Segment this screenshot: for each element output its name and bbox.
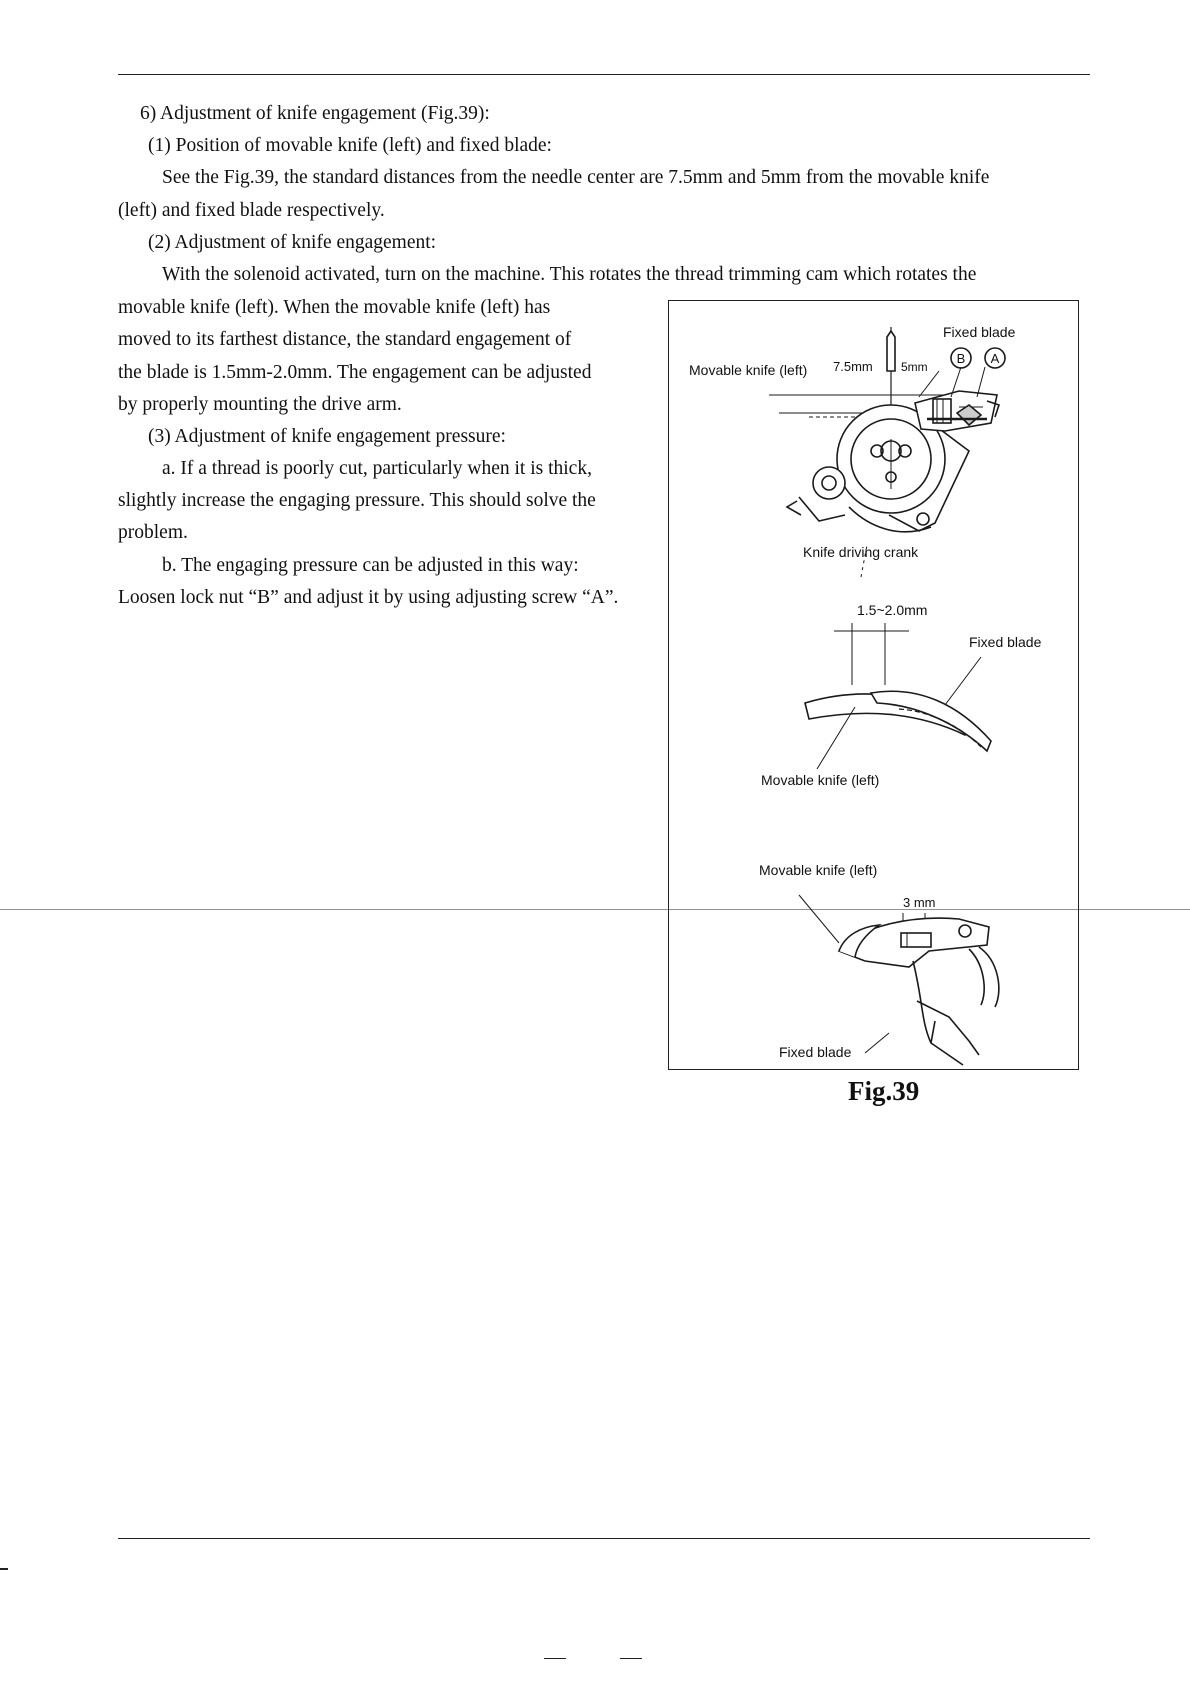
sub1-title: (1) Position of movable knife (left) and fixed blade:: [148, 135, 552, 156]
sub3-title: (3) Adjustment of knife engagement pressure:: [148, 426, 506, 447]
sub2-line-4: the blade is 1.5mm-2.0mm. The engagement can be adjusted: [118, 362, 592, 383]
middle-fixed-blade-label: Fixed blade: [969, 634, 1042, 650]
sub3-line-2: slightly increase the engaging pressure. This should solve the: [118, 490, 596, 511]
dim-7-5mm-label: 7.5mm: [833, 359, 873, 374]
footer-dash-right: [620, 1658, 642, 1659]
sub3-line-4: b. The engaging pressure can be adjusted in this way:: [162, 555, 579, 576]
dim-3mm-label: 3 mm: [903, 895, 936, 910]
sub2-line-2: movable knife (left). When the movable knife (left) has: [118, 297, 551, 318]
sub2-line-5: by properly mounting the drive arm.: [118, 394, 402, 415]
middle-engagement-detail: [805, 623, 991, 769]
sub2-title: (2) Adjustment of knife engagement:: [148, 232, 437, 253]
figure-39-box: [668, 300, 1079, 1070]
knife-driving-crank-label: Knife driving crank: [803, 544, 919, 560]
sub2-line-1: With the solenoid activated, turn on the machine. This rotates the thread trimming cam which rotates the: [162, 264, 977, 285]
bottom-fixed-blade-label: Fixed blade: [779, 1044, 852, 1060]
top-movable-knife-label: Movable knife (left): [689, 362, 808, 378]
dim-1-5-2-0mm-label: 1.5~2.0mm: [857, 602, 928, 618]
sub3-line-1: a. If a thread is poorly cut, particularly when it is thick,: [162, 458, 592, 479]
figure-caption: Fig.39: [848, 1076, 920, 1106]
dim-5mm-label: 5mm: [901, 360, 928, 374]
sub1-line-1: See the Fig.39, the standard distances from the needle center are 7.5mm and 5mm from the movable knife: [162, 167, 990, 188]
figure-39-drawing: [669, 301, 1080, 1071]
middle-movable-knife-label: Movable knife (left): [761, 772, 880, 788]
top-fixed-blade-label: Fixed blade: [943, 324, 1016, 340]
footer-dash-left: [544, 1658, 566, 1659]
bottom-rule: [118, 1538, 1090, 1539]
label-a: A: [990, 351, 1000, 366]
margin-mark: [0, 1568, 8, 1570]
top-rule: [118, 74, 1090, 75]
sub3-line-5: Loosen lock nut “B” and adjust it by using adjusting screw “A”.: [118, 587, 619, 608]
bottom-movable-knife-label: Movable knife (left): [759, 862, 878, 878]
bottom-blade-detail: [799, 895, 999, 1065]
label-b: B: [956, 351, 966, 366]
section-heading: 6) Adjustment of knife engagement (Fig.39):: [140, 103, 490, 124]
sub1-line-2: (left) and fixed blade respectively.: [118, 200, 385, 221]
sub3-line-3: problem.: [118, 522, 188, 543]
sub2-line-3: moved to its farthest distance, the standard engagement of: [118, 329, 572, 350]
